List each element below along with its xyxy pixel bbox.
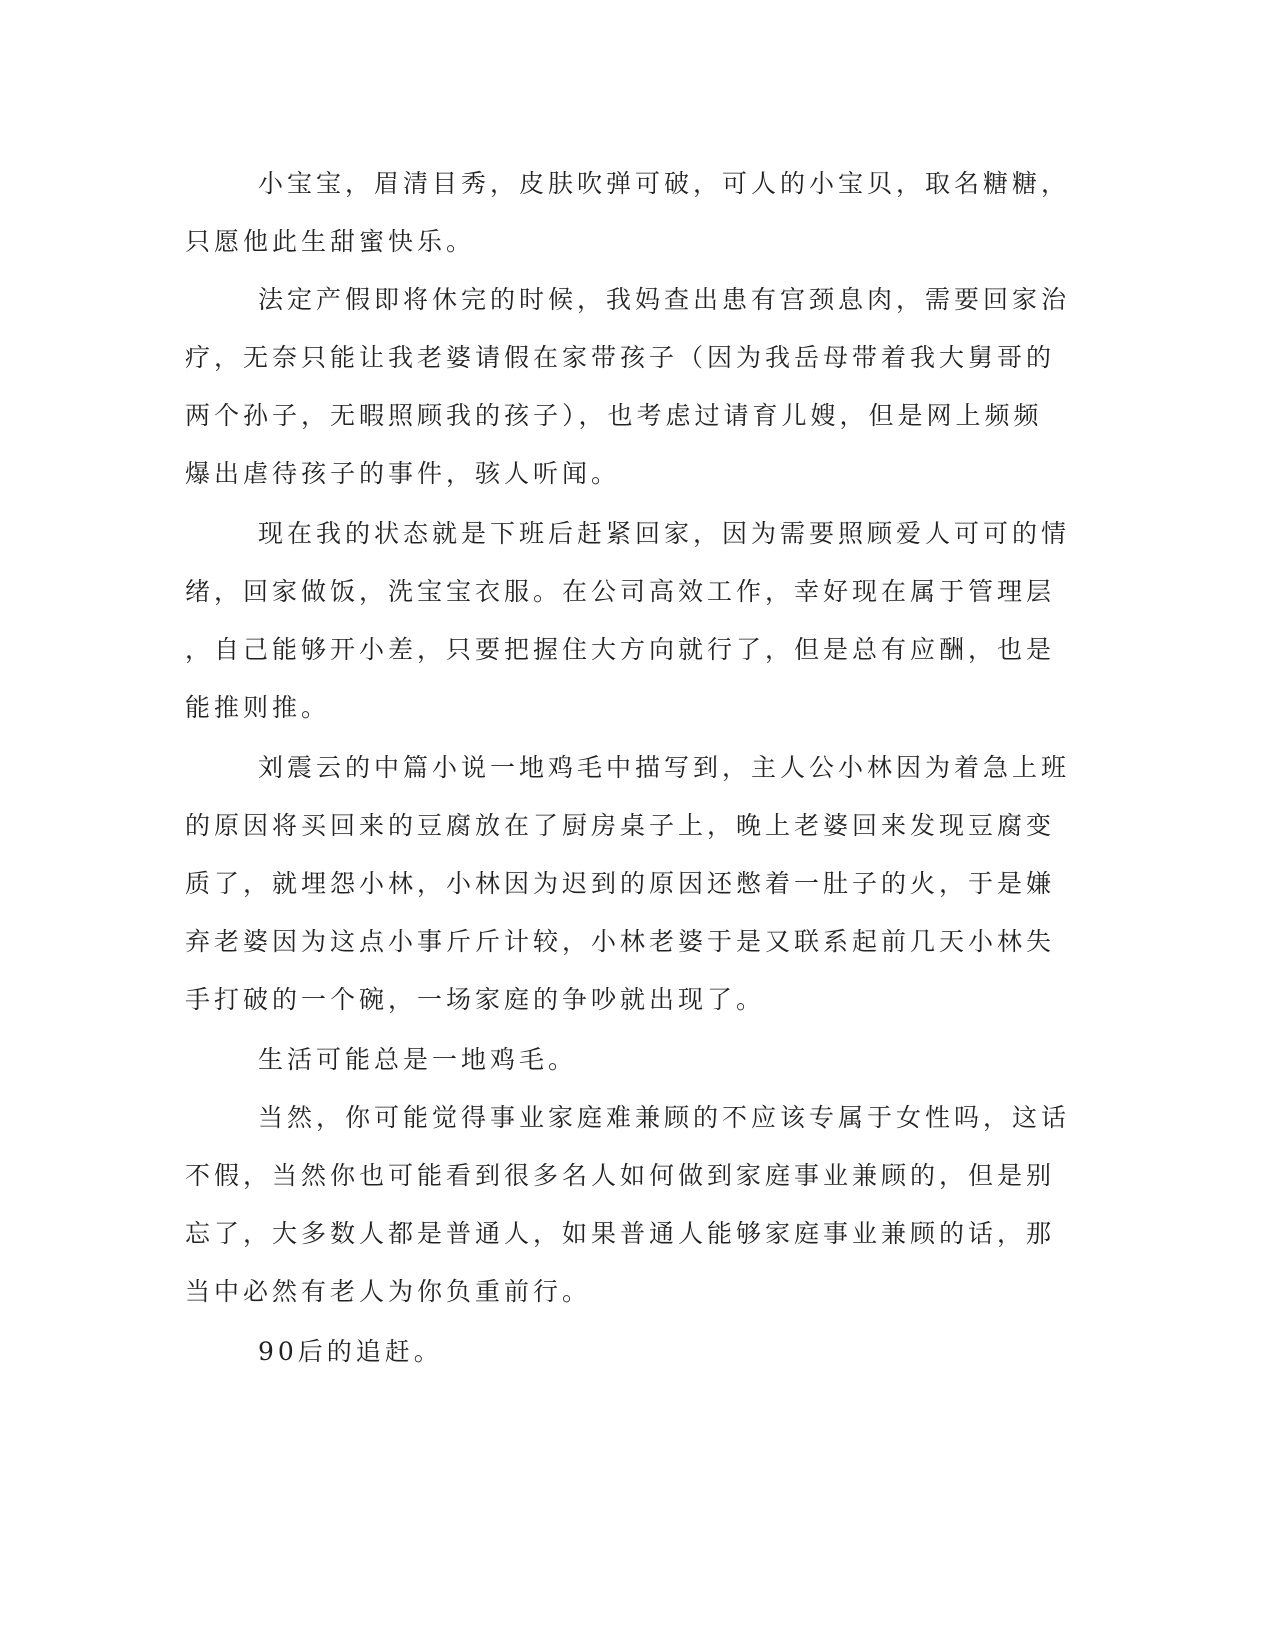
paragraph-2-line-3: 两个孙子，无暇照顾我的孩子），也考虑过请育儿嫂，但是网上频频 bbox=[185, 401, 1043, 430]
paragraph-7-line-1: 90后的追赶。 bbox=[258, 1337, 443, 1366]
paragraph-3-line-1: 现在我的状态就是下班后赶紧回家，因为需要照顾爱人可可的情 bbox=[258, 519, 1071, 548]
paragraph-6-line-4: 当中必然有老人为你负重前行。 bbox=[185, 1277, 592, 1306]
paragraph-1-line-1: 小宝宝，眉清目秀，皮肤吹弹可破，可人的小宝贝，取名糖糖， bbox=[258, 169, 1071, 198]
paragraph-6-line-3: 忘了，大多数人都是普通人，如果普通人能够家庭事业兼顾的话，那 bbox=[185, 1219, 1056, 1248]
paragraph-4-line-2: 的原因将买回来的豆腐放在了厨房桌子上，晚上老婆回来发现豆腐变 bbox=[185, 811, 1056, 840]
paragraph-4-line-3: 质了，就埋怨小林，小林因为迟到的原因还憋着一肚子的火，于是嫌 bbox=[185, 869, 1056, 898]
paragraph-2-line-2: 疗，无奈只能让我老婆请假在家带孩子（因为我岳母带着我大舅哥的 bbox=[185, 343, 1056, 372]
paragraph-6-line-1: 当然，你可能觉得事业家庭难兼顾的不应该专属于女性吗，这话 bbox=[258, 1103, 1071, 1132]
paragraph-5-line-1: 生活可能总是一地鸡毛。 bbox=[258, 1045, 578, 1074]
paragraph-3-line-3: ，自己能够开小差，只要把握住大方向就行了，但是总有应酬，也是 bbox=[185, 635, 1056, 664]
paragraph-3-line-4: 能推则推。 bbox=[185, 693, 331, 722]
paragraph-6-line-2: 不假，当然你也可能看到很多名人如何做到家庭事业兼顾的，但是别 bbox=[185, 1161, 1056, 1190]
paragraph-4-line-1: 刘震云的中篇小说一地鸡毛中描写到，主人公小林因为着急上班 bbox=[258, 753, 1071, 782]
paragraph-4-line-5: 手打破的一个碗，一场家庭的争吵就出现了。 bbox=[185, 985, 766, 1014]
paragraph-4-line-4: 弃老婆因为这点小事斤斤计较，小林老婆于是又联系起前几天小林失 bbox=[185, 927, 1056, 956]
paragraph-3-line-2: 绪，回家做饭，洗宝宝衣服。在公司高效工作，幸好现在属于管理层 bbox=[185, 577, 1056, 606]
paragraph-1-line-2: 只愿他此生甜蜜快乐。 bbox=[185, 227, 476, 256]
paragraph-2-line-1: 法定产假即将休完的时候，我妈查出患有宫颈息肉，需要回家治 bbox=[258, 285, 1071, 314]
paragraph-2-line-4: 爆出虐待孩子的事件，骇人听闻。 bbox=[185, 459, 621, 488]
